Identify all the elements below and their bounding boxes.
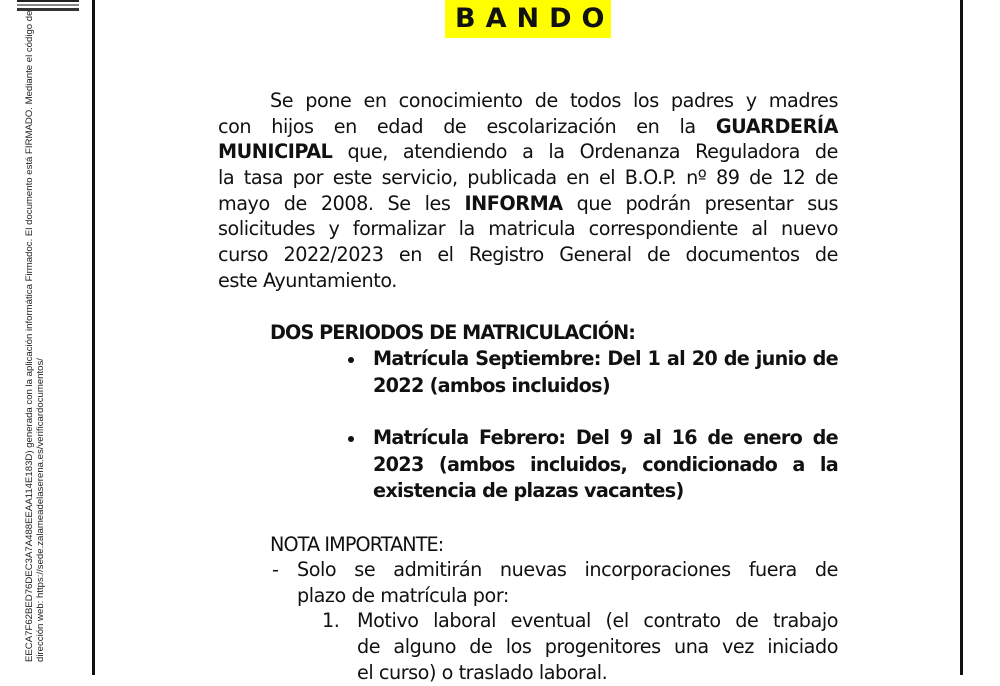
- page-border-right: [960, 0, 963, 675]
- intro-line-5: mayo de 2008. Se les INFORMA que podrán presentar sus: [218, 192, 839, 215]
- verification-line-2: dirección web: https://sede.zalameadelaserena.es/verificardocumentos/: [35, 358, 46, 662]
- period-2-line-2: 2023 (ambos incluidos, condicionado a la: [373, 453, 838, 476]
- verification-margin-text: [24, 11, 46, 662]
- verification-line-1: EECA7F62BED76DEC3A7A488EEAA114E183D) generada con la aplicación informática Firmadoc. El documento está FIRMADO. Mediante el código de: [24, 10, 35, 662]
- numbered-line-1: Motivo laboral eventual (el contrato de trabajo: [357, 609, 838, 632]
- note-line-1: Solo se admitirán nuevas incorporaciones fuera de: [297, 558, 838, 581]
- period-2-line-1: Matrícula Febrero: Del 9 al 16 de enero de: [373, 426, 838, 449]
- intro-line-7: curso 2022/2023 en el Registro General de documentos de: [218, 243, 838, 266]
- note-heading: NOTA IMPORTANTE:: [270, 533, 444, 556]
- period-1-line-1: Matrícula Septiembre: Del 1 al 20 de junio de: [373, 347, 838, 370]
- numbered-line-3: el curso) o traslado laboral.: [357, 661, 608, 684]
- bullet-icon: [348, 436, 354, 442]
- note-line-2: plazo de matrícula por:: [297, 584, 509, 607]
- item-number: 1.: [322, 609, 340, 632]
- page-border-left: [92, 0, 95, 675]
- periods-heading: DOS PERIODOS DE MATRICULACIÓN:: [270, 321, 636, 344]
- period-2-line-3: existencia de plazas vacantes): [373, 479, 684, 502]
- bullet-icon: [348, 357, 354, 363]
- intro-line-8: este Ayuntamiento.: [218, 269, 397, 292]
- page-title: BANDO: [455, 3, 615, 34]
- intro-line-1: Se pone en conocimiento de todos los padres y madres: [270, 89, 838, 112]
- intro-line-3: MUNICIPAL que, atendiendo a la Ordenanza Reguladora de: [218, 140, 838, 163]
- dash-marker: -: [272, 558, 279, 581]
- title-highlight: [445, 0, 615, 38]
- numbered-line-2: de alguno de los progenitores una vez iniciado: [357, 635, 838, 658]
- period-1-line-2: 2022 (ambos incluidos): [373, 374, 610, 397]
- intro-line-4: la tasa por este servicio, publicada en el B.O.P. nº 89 de 12 de: [218, 166, 838, 189]
- intro-line-6: solicitudes y formalizar la matricula correspondiente al nuevo: [218, 217, 838, 240]
- intro-line-2: con hijos en edad de escolarización en la GUARDERÍA: [218, 115, 838, 138]
